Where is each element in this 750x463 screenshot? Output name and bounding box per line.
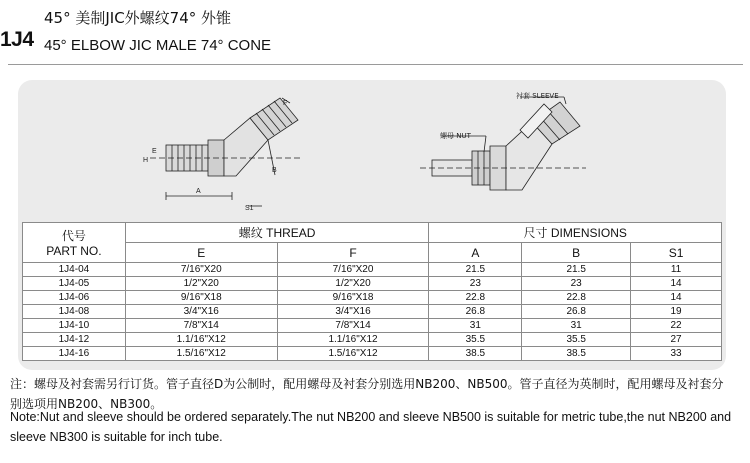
drawing-label-a: A (196, 188, 201, 195)
product-title-en: 45° ELBOW JIC MALE 74° CONE (44, 37, 272, 54)
cell-a: 22.8 (429, 291, 522, 305)
cell-s1: 33 (631, 347, 722, 361)
cell-part: 1J4-08 (23, 305, 126, 319)
note-cn: 注：螺母及衬套需另行订货。管子直径D为公制时，配用螺母及衬套分别选用NB200、NB500。管子直径为英制时，配用螺母及衬套分别选项用NB200、NB300。 (10, 377, 724, 411)
cell-part: 1J4-05 (23, 277, 126, 291)
cell-part: 1J4-12 (23, 333, 126, 347)
cell-f: 1.1/16"X12 (277, 333, 429, 347)
table-row (23, 347, 722, 361)
col-header-a: A (429, 243, 522, 263)
technical-drawing (0, 0, 750, 222)
table-row (23, 333, 722, 347)
cell-e: 3/4"X16 (125, 305, 277, 319)
right-assembly-drawing (420, 97, 586, 190)
col-header-e: E (125, 243, 277, 263)
cell-b: 38.5 (522, 347, 631, 361)
cell-part: 1J4-06 (23, 291, 126, 305)
table-row (23, 319, 722, 333)
product-title-cn: 45° 美制JIC外螺纹74° 外锥 (44, 9, 232, 27)
cell-part: 1J4-16 (23, 347, 126, 361)
cell-s1: 22 (631, 319, 722, 333)
cell-f: 7/16"X20 (277, 263, 429, 277)
cell-f: 1.5/16"X12 (277, 347, 429, 361)
part-no-header-cn: 代号 (61, 229, 86, 243)
cell-s1: 19 (631, 305, 722, 319)
part-no-header-en: PART NO. (46, 244, 102, 258)
cell-b: 35.5 (522, 333, 631, 347)
cell-e: 7/8"X14 (125, 319, 277, 333)
nut-label: 螺母 NUT (440, 132, 471, 140)
cell-e: 1/2"X20 (125, 277, 277, 291)
cell-f: 7/8"X14 (277, 319, 429, 333)
cell-s1: 14 (631, 291, 722, 305)
col-header-s1: S1 (631, 243, 722, 263)
cell-f: 3/4"X16 (277, 305, 429, 319)
dimensions-header: 尺寸 DIMENSIONS (429, 223, 722, 243)
part-no-header (23, 223, 126, 263)
drawing-label-h: H (143, 157, 149, 164)
product-code: 1J4 (0, 28, 34, 51)
cell-b: 22.8 (522, 291, 631, 305)
cell-e: 1.1/16"X12 (125, 333, 277, 347)
table-row (23, 305, 722, 319)
cell-b: 23 (522, 277, 631, 291)
table-row (23, 263, 722, 277)
cell-b: 21.5 (522, 263, 631, 277)
cell-part: 1J4-10 (23, 319, 126, 333)
cell-s1: 14 (631, 277, 722, 291)
drawing-label-s1: S1 (245, 205, 254, 212)
drawing-label-e: E (152, 148, 157, 155)
col-header-f: F (277, 243, 429, 263)
cell-a: 26.8 (429, 305, 522, 319)
thread-header: 螺纹 THREAD (125, 223, 429, 243)
table-row (23, 277, 722, 291)
left-fitting-drawing (150, 98, 300, 206)
cell-e: 9/16"X18 (125, 291, 277, 305)
cell-a: 35.5 (429, 333, 522, 347)
drawing-label-b: B (272, 167, 277, 174)
col-header-b: B (522, 243, 631, 263)
drawing-label-f: F (283, 100, 288, 107)
cell-b: 26.8 (522, 305, 631, 319)
note-en: Note:Nut and sleeve should be ordered separately.The nut NB200 and sleeve NB500 is suitable for metric tube,the nut NB200 and sleeve NB300 is suitable for inch tube. (10, 410, 732, 444)
cell-a: 23 (429, 277, 522, 291)
table-row (23, 291, 722, 305)
cell-s1: 11 (631, 263, 722, 277)
cell-e: 7/16"X20 (125, 263, 277, 277)
spec-table (22, 222, 722, 361)
cell-b: 31 (522, 319, 631, 333)
cell-a: 38.5 (429, 347, 522, 361)
cell-e: 1.5/16"X12 (125, 347, 277, 361)
cell-part: 1J4-04 (23, 263, 126, 277)
sleeve-label: 衬套 SLEEVE (516, 92, 559, 100)
cell-f: 1/2"X20 (277, 277, 429, 291)
cell-s1: 27 (631, 333, 722, 347)
cell-a: 31 (429, 319, 522, 333)
cell-f: 9/16"X18 (277, 291, 429, 305)
cell-a: 21.5 (429, 263, 522, 277)
